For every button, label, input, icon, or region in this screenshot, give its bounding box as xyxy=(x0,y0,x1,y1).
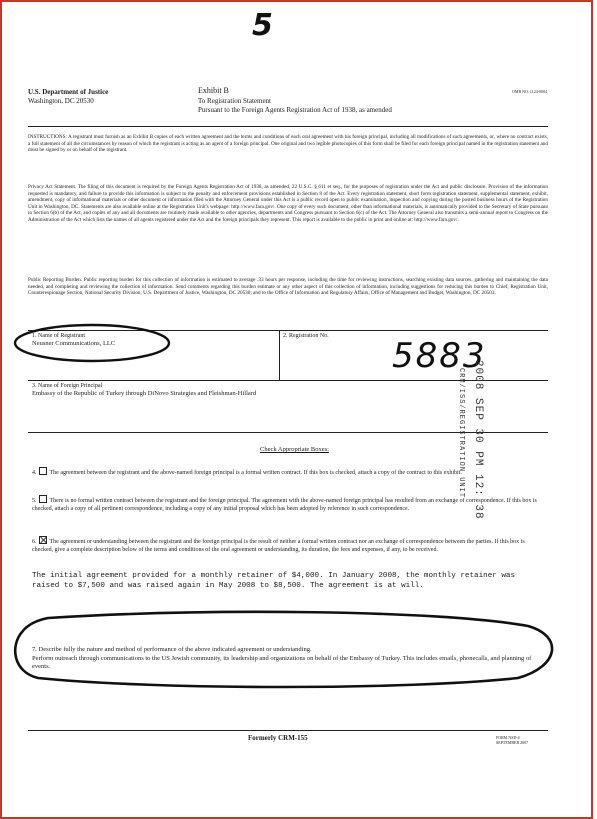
item-7-label: 7. Describe fully the nature and method of performance of the above indicated agreement or understanding. xyxy=(32,646,312,653)
omb-number: OMB NO. 1124-0004 xyxy=(512,89,548,94)
registrant-name-label: 1. Name of Registrant xyxy=(32,333,85,339)
foreign-principal-value: Embassy of the Republic of Turkey through DiNovo Strategies and Fleishman-Hillard xyxy=(32,390,257,397)
receipt-date-stamp: 2008 SEP 30 PM 12: 38 xyxy=(472,360,484,520)
department-name: U.S. Department of Justice xyxy=(28,88,109,96)
instructions-text: INSTRUCTIONS: A registrant must furnish as an Exhibit B copies of each written agreement and the terms and conditions of each oral agreement with his foreign principal, including all modifications of such agreements, or, where no contract exists, a full statement of all the circumstances by reason of which the registrant is acting as an agent of a foreign principal. One original and two legible photocopies of this form shall be filed for each foreign principal named in the registration statement and must be signed by or on behalf of the registrant. xyxy=(28,134,548,154)
public-reporting-burden: Public Reporting Burden. Public reporting burden for this collection of information is estimated to average .33 hours per response, including the time for reviewing instructions, searching existing data sources, gathering and maintaining the data needed, and completing and reviewing the collection of information. Send comments regarding this burden estimate or any other aspect of this collection of information, including suggestions for reducing this burden to Chief, Registration Unit, Counterespionage Section, National Security Division, U.S. Department of Justice, Washington, DC 20530; and to the Office of Information and Regulatory Affairs, Office of Management and Budget, Washington, DC 20503. xyxy=(28,277,548,297)
registration-unit-stamp: CRM/ISS/REGISTRATION UNIT xyxy=(457,368,465,499)
footer-rule xyxy=(28,730,548,731)
item-5-number: 5. xyxy=(32,498,37,504)
item-6-checkbox[interactable] xyxy=(39,536,47,544)
privacy-act-statement: Privacy Act Statement. The filing of this document is required by the Foreign Agents Registration Act of 1938, as amended, 22 U.S.C. § 611 et seq., for the purposes of registration under the Act and public disclosure. Provision of the information requested is mandatory, and failure to provide this information is subject to the penalty and enforcement provisions established in Section 8 of the Act. Every registration statement, short form registration statement, supplemental statement, exhibit, amendment, copy of informational materials or other document or information filed with the Attorney General under this Act is a public record open to public examination, inspection and copying during the posted business hours of the Registration Unit in Washington, DC. Statements are also available online at the Registration Unit's webpage: http://www.fara.gov/. One copy of every such document, other than informational materials, is automatically provided to the Secretary of State pursuant to Section 6(b) of the Act, and copies of any and all documents are routinely made available to other agencies, departments and Congress pursuant to Section 6(c) of the Act. The Attorney General also transmits a semi-annual report to Congress on the Administration of the Act which lists the names of all agents registered under the Act and the foreign principals they represent. This report is available to the public in print and online at: http://www.fara.gov/. xyxy=(28,184,548,223)
foreign-principal-label: 3. Name of Foreign Principal xyxy=(32,383,103,389)
exhibit-pursuant: Pursuant to the Foreign Agents Registration Act of 1938, as amended xyxy=(198,106,392,114)
item-5-checkbox[interactable] xyxy=(39,495,47,503)
registrant-name-value: Neusner Communications, LLC xyxy=(32,340,116,347)
item-4 xyxy=(32,467,544,478)
item-6 xyxy=(32,536,544,554)
handwritten-circle-item-7 xyxy=(8,606,560,692)
registration-no-label: 2. Registration No. xyxy=(283,333,329,339)
item-4-number: 4. xyxy=(32,470,37,476)
header-rule xyxy=(28,126,548,127)
exhibit-title: Exhibit B xyxy=(198,86,229,95)
item-4-text: The agreement between the registrant and the above-named foreign principal is a formal written contract. If this box is checked, attach a copy of the contract to this exhibit. xyxy=(49,470,462,476)
handwritten-page-number: 5 xyxy=(252,8,273,43)
department-city: Washington, DC 20530 xyxy=(28,97,94,105)
form-date: SEPTEMBER 2007 xyxy=(496,740,529,745)
check-boxes-heading: Check Appropriate Boxes: xyxy=(260,446,329,453)
item-5-text: There is no formal written contract between the registrant and the foreign principal. The agreement with the above-named foreign principal has resulted from an exchange of correspondence. If this box is checked, attach a copy of all pertinent correspondence, including a copy of any initial proposal which has been adopted by reference in such correspondence. xyxy=(32,498,537,512)
item-6-typed-description: The initial agreement provided for a monthly retainer of $4,000. In January 2008, the monthly retainer was raised to $7,500 and was raised again in May 2008 to $8,500. The agreement is at will. xyxy=(32,572,516,590)
registration-no-value: 5883 xyxy=(392,336,487,376)
field-divider xyxy=(279,330,280,380)
item-6-number: 6. xyxy=(32,539,37,545)
item-6-text: The agreement or understanding between the registrant and the foreign principal is the result of neither a formal written contract nor an exchange of correspondence between the parties. If this box is checked, give a complete description below of the terms and conditions of the oral agreement or understanding, its duration, the fees and expenses, if any, to be received. xyxy=(32,539,525,553)
field3-bottom-rule xyxy=(28,432,548,433)
exhibit-to: To Registration Statement xyxy=(198,97,271,105)
item-4-checkbox[interactable] xyxy=(39,467,47,475)
field-rule xyxy=(28,380,548,381)
form-number: FORM NSD-4 xyxy=(496,735,520,740)
item-5 xyxy=(32,495,544,513)
item-7-value: Perform outreach through communications to the US Jewish community, its leadership and organizations on behalf of the Embassy of Turkey. This includes emails, phonecalls, and planning of events. xyxy=(32,655,532,670)
formerly-form: Formerly CRM-155 xyxy=(248,734,308,742)
handwritten-circle-registrant xyxy=(12,322,172,364)
